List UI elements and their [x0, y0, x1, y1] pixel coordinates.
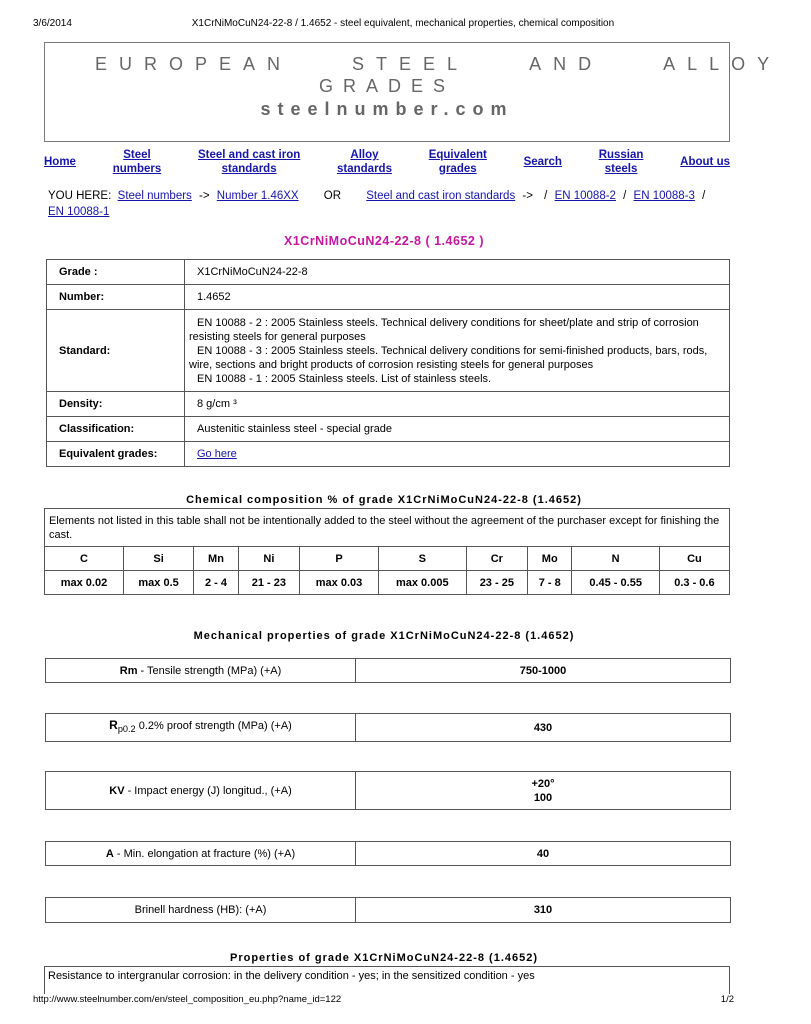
table-row [47, 417, 730, 442]
chem-header-mn: Mn [194, 547, 238, 571]
table-row [47, 260, 730, 285]
chem-value-si: max 0.5 [123, 571, 193, 595]
number-value: 1.4652 [185, 285, 730, 310]
banner-line1: EUROPEAN STEEL AND ALLOY [95, 54, 782, 74]
chem-value-mn: 2 - 4 [194, 571, 238, 595]
banner-site-name: steelnumber.com [260, 99, 514, 119]
hardness-label: Brinell hardness (HB): (+A) [46, 898, 356, 923]
table-row [47, 442, 730, 467]
chem-header-p: P [300, 547, 379, 571]
nav-russian-steels[interactable]: Russian steels [598, 149, 644, 175]
chem-header-si: Si [123, 547, 193, 571]
crumb-en-10088-2[interactable]: EN 10088-2 [554, 190, 616, 202]
table-row [45, 571, 730, 595]
chem-header-c: C [45, 547, 124, 571]
crumb-standards[interactable]: Steel and cast iron standards [366, 190, 516, 202]
print-url: http://www.steelnumber.com/en/steel_composition_eu.php?name_id=122 [33, 994, 342, 1005]
equivalent-grades-link[interactable]: Go here [197, 448, 237, 460]
tensile-value: 750-1000 [356, 659, 731, 683]
banner-line2: GRADES [318, 76, 456, 96]
chem-header-cr: Cr [466, 547, 527, 571]
elongation-value: 40 [356, 842, 731, 866]
chem-value-cu: 0.3 - 0.6 [659, 571, 729, 595]
breadcrumb: YOU HERE: Steel numbers -> Number 1.46XX OR Steel and cast iron standards -> / EN 10088-2 / EN 10088-3 / EN 10088-1 [48, 190, 706, 218]
nav-search[interactable]: Search [523, 156, 562, 168]
print-date: 3/6/2014 [33, 18, 72, 29]
main-nav [44, 148, 730, 176]
chem-header-ni: Ni [238, 547, 299, 571]
nav-home[interactable]: Home [44, 156, 76, 168]
print-page-number: 1/2 [720, 994, 734, 1005]
impact-energy-label: KV - Impact energy (J) longitud., (+A) [46, 772, 356, 810]
chem-value-cr: 23 - 25 [466, 571, 527, 595]
proof-strength-value: 430 [356, 714, 731, 742]
chem-header-n: N [572, 547, 659, 571]
chem-value-c: max 0.02 [45, 571, 124, 595]
hardness-table [45, 897, 731, 923]
table-row [47, 392, 730, 417]
impact-energy-value: +20° 100 [356, 772, 731, 810]
standard-label: Standard: [47, 310, 185, 392]
grade-label: Grade : [47, 260, 185, 285]
print-header [33, 18, 734, 29]
crumb-en-10088-3[interactable]: EN 10088-3 [633, 190, 695, 202]
chem-note: Elements not listed in this table shall not be intentionally added to the steel without the agreement of the purchaser except for finishing the cast. [45, 509, 730, 547]
table-row [46, 772, 731, 810]
chem-value-ni: 21 - 23 [238, 571, 299, 595]
table-row [46, 842, 731, 866]
print-footer [33, 994, 734, 1005]
chem-section-title: Chemical composition % of grade X1CrNiMoCuN24-22-8 (1.4652) [186, 494, 582, 506]
table-row [46, 659, 731, 683]
table-row [46, 898, 731, 923]
chem-value-n: 0.45 - 0.55 [572, 571, 659, 595]
nav-equivalent-grades[interactable]: Equivalent grades [428, 149, 487, 175]
mech-section-title: Mechanical properties of grade X1CrNiMoCuN24-22-8 (1.4652) [193, 630, 575, 642]
tensile-strength-table [45, 658, 731, 683]
nav-steel-standards[interactable]: Steel and cast iron standards [198, 149, 301, 175]
classification-value: Austenitic stainless steel - special grade [185, 417, 730, 442]
chemical-composition-table [44, 508, 730, 595]
crumb-steel-numbers[interactable]: Steel numbers [117, 190, 192, 202]
nav-steel-numbers[interactable]: Steel numbers [112, 149, 162, 175]
proof-strength-label: $R_{p0.2}$ 0.2% proof strength (MPa) (+A) [46, 714, 356, 742]
table-row [47, 285, 730, 310]
site-banner [44, 42, 782, 142]
chem-header-s: S [378, 547, 466, 571]
table-row [45, 547, 730, 571]
hardness-value: 310 [356, 898, 731, 923]
print-doc-title: X1CrNiMoCuN24-22-8 / 1.4652 - steel equivalent, mechanical properties, chemical composition [191, 18, 615, 29]
number-label: Number: [47, 285, 185, 310]
elongation-label: A - Min. elongation at fracture (%) (+A) [46, 842, 356, 866]
impact-energy-table [45, 771, 731, 810]
nav-about-us[interactable]: About us [680, 156, 730, 168]
table-row [46, 714, 731, 742]
table-row [45, 509, 730, 547]
props-section-title: Properties of grade X1CrNiMoCuN24-22-8 (1.4652) [229, 952, 539, 964]
grade-value: X1CrNiMoCuN24-22-8 [185, 260, 730, 285]
properties-text: Resistance to intergranular corrosion: in the delivery condition - yes; in the sensitized condition - yes [48, 970, 535, 982]
crumb-en-10088-1[interactable]: EN 10088-1 [48, 206, 110, 218]
elongation-table [45, 841, 731, 866]
properties-box [44, 966, 730, 996]
chem-header-mo: Mo [528, 547, 572, 571]
density-label: Density: [47, 392, 185, 417]
crumb-number-group[interactable]: Number 1.46XX [216, 190, 299, 202]
grade-info-table [46, 259, 730, 467]
equivalent-label: Equivalent grades: [47, 442, 185, 467]
classification-label: Classification: [47, 417, 185, 442]
chem-value-s: max 0.005 [378, 571, 466, 595]
chem-header-cu: Cu [659, 547, 729, 571]
chem-value-p: max 0.03 [300, 571, 379, 595]
chem-value-mo: 7 - 8 [528, 571, 572, 595]
standard-value: EN 10088 - 2 : 2005 Stainless steels. Technical delivery conditions for sheet/plate and strip of corrosion resisting steels for general purposes EN 10088 - 3 : 2005 Stainless steels. Technical delivery conditions for semi-finished products, bars, rods, wire, sections and bright products of corrosion resisting steels for general purposes EN 10088 - 1 : 2005 Stainless steels. List of stainless steels. [185, 310, 730, 392]
page-title: X1CrNiMoCuN24-22-8 ( 1.4652 ) [284, 234, 484, 248]
tensile-label: Rm - Tensile strength (MPa) (+A) [46, 659, 356, 683]
table-row [47, 310, 730, 392]
density-value: 8 g/cm ³ [185, 392, 730, 417]
proof-strength-table [45, 713, 731, 742]
nav-alloy-standards[interactable]: Alloy standards [337, 149, 392, 175]
